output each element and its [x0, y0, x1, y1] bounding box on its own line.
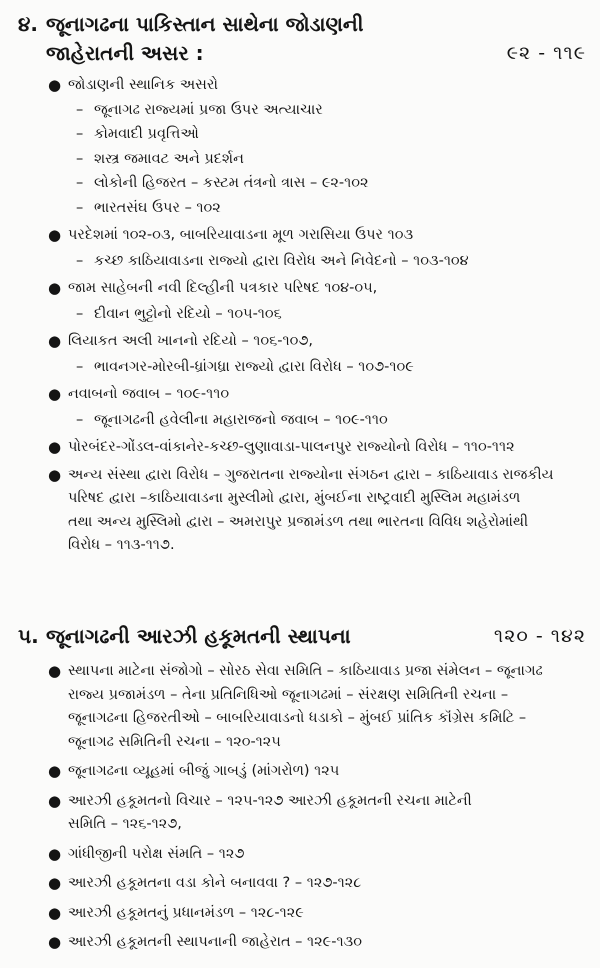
bullet-icon: ● [48, 662, 62, 680]
dash-icon: – [76, 252, 84, 269]
bullet-item [0, 464, 590, 488]
item-text: લોકોની હિજરત – કસ્ટમ તંત્રનો ત્રાસ – ૯૨-૧૦૨ [94, 175, 369, 191]
section-5-list [0, 660, 590, 955]
item-text: જૂનાગઢની હવેલીના મહારાજનો જવાબ – ૧૦૯-૧૧૦ [94, 411, 388, 428]
item-text: જૂનાગઢ રાજ્યમાં પ્રજા ઉપર અત્યાચાર [94, 101, 323, 118]
continuation-line [0, 731, 590, 755]
continuation-line [0, 707, 590, 731]
bullet-icon: ● [48, 791, 62, 810]
bullet-item [0, 872, 590, 896]
section-5-heading [18, 622, 586, 651]
item-text: પોરબંદર-ગોંડલ-વાંકાનેર-કચ્છ-લુણાવાડા-પાલનપુર રાજ્યોનો વિરોધ – ૧૧૦-૧૧૨ [68, 439, 515, 455]
bullet-item [0, 74, 590, 98]
sub-item [0, 303, 590, 327]
bullet-icon: ● [48, 933, 62, 951]
item-text: સ્થાપના માટેના સંજોગો – સોરઠ સેવા સમિતિ – કાઠિયાવાડ પ્રજા સંમેલન – જૂનાગઢ [68, 663, 543, 679]
sub-item [0, 172, 590, 196]
bullet-icon: ● [48, 438, 62, 456]
item-text: ગાંધીજીની પરોક્ષ સંમતિ – ૧૨૭ [68, 845, 245, 862]
bullet-item [0, 277, 590, 301]
bullet-icon: ● [48, 76, 62, 94]
bullet-item [0, 224, 590, 248]
dash-icon: – [76, 411, 84, 428]
item-text: કોમવાદી પ્રવૃત્તિઓ [94, 126, 199, 142]
item-text: જામ સાહેબની નવી દિલ્હીની પત્રકાર પરિષદ ૧૦૪-૦૫, [68, 280, 378, 296]
section-4-number: ૪. [18, 12, 38, 36]
section-5-page-range: ૧૨૦ - ૧૪૨ [493, 625, 586, 647]
bullet-icon: ● [48, 874, 62, 892]
sub-item [0, 99, 590, 123]
item-text: આરઝી હકૂમતનું પ્રધાનમંડળ – ૧૨૮-૧૨૯ [68, 904, 304, 921]
sub-item [0, 123, 590, 147]
bullet-icon: ● [48, 279, 62, 297]
item-text: જૂનાગઢના હિજરતીઓ – બાબરિયાવાડનો ધડાકો – મુંબઈ પ્રાંતિક કૉંગ્રેસ કમિટિ – [68, 710, 527, 726]
dash-icon: – [76, 126, 84, 142]
bullet-item [0, 330, 590, 354]
continuation-line [0, 813, 590, 837]
dash-icon: – [76, 101, 84, 118]
item-text: વિરોધ – ૧૧૩-૧૧૭. [68, 537, 175, 553]
sub-item [0, 148, 590, 172]
sub-item [0, 250, 590, 274]
item-text: શસ્ત્ર જમાવટ અને પ્રદર્શન [94, 150, 244, 167]
continuation-line [0, 684, 590, 708]
item-text: જૂનાગઢ સમિતિની રચના – ૧૨૦-૧૨૫ [68, 733, 281, 750]
continuation-line [0, 534, 590, 558]
item-text: આરઝી હકૂમતના વડા કોને બનાવવા ? – ૧૨૭-૧૨૮ [68, 875, 362, 891]
bullet-icon: ● [48, 903, 62, 922]
bullet-item [0, 660, 590, 684]
bullet-item [0, 931, 590, 955]
section-4-page-range: ૯૨ - ૧૧૯ [506, 42, 586, 64]
bullet-icon: ● [48, 385, 62, 403]
item-text: આરઝી હકૂમતની સ્થાપનાની જાહેરાત – ૧૨૯-૧૩૦ [68, 934, 362, 950]
sub-item [0, 197, 590, 221]
bullet-item [0, 436, 590, 460]
bullet-item [0, 790, 590, 814]
dash-icon: – [76, 358, 84, 375]
section-4-title-line1: જૂનાગઢના પાકિસ્તાન સાથેના જોડાણની [46, 12, 364, 36]
continuation-line [0, 487, 590, 511]
section-4-heading [18, 10, 586, 68]
item-text: લિયાકત અલી ખાનનો રદિયો – ૧૦૬-૧૦૭, [68, 333, 314, 349]
item-text: તથા અન્ય મુસ્લિમો દ્વારા – અમરાપુર પ્રજામંડળ તથા ભારતના વિવિધ શહેરોમાંથી [68, 513, 529, 530]
item-text: પરદેશમાં ૧૦૨-૦૩, બાબરિયાવાડના મૂળ ગરાસિયા ઉપર ૧૦૩ [68, 227, 414, 243]
sub-item [0, 356, 590, 380]
continuation-line [0, 511, 590, 535]
section-4-list [0, 74, 590, 558]
item-text: રાજ્ય પ્રજામંડળ – તેના પ્રતિનિધિઓ જૂનાગઢમાં – સંરક્ષણ સમિતિની રચના – [68, 686, 509, 703]
item-text: ભારતસંઘ ઉપર – ૧૦૨ [94, 199, 221, 216]
dash-icon: – [76, 175, 84, 191]
bullet-icon: ● [48, 844, 62, 863]
item-text: જૂનાગઢના વ્યૂહમાં બીજું ગાબડું (માંગરોળ) ૧૨૫ [68, 763, 340, 779]
item-text: જોડાણની સ્થાનિક અસરો [68, 77, 218, 93]
section-5-number: ૫. [18, 624, 39, 648]
dash-icon: – [76, 305, 84, 322]
item-text: આરઝી હકૂમતનો વિચાર – ૧૨૫-૧૨૭ આરઝી હકૂમતની રચના માટેની [68, 792, 472, 809]
item-text: અન્ય સંસ્થા દ્વારા વિરોધ – ગુજરાતના રાજ્યોના સંગઠન દ્વારા – કાઠિયાવાડ રાજકીય [68, 466, 554, 483]
item-text: કચ્છ કાઠિયાવાડના રાજ્યો દ્વારા વિરોધ અને નિવેદનો – ૧૦૩-૧૦૪ [94, 252, 469, 269]
dash-icon: – [76, 150, 84, 167]
bullet-icon: ● [48, 465, 62, 484]
bullet-item [0, 383, 590, 407]
bullet-icon: ● [48, 762, 62, 780]
section-5-title: જૂનાગઢની આરઝી હકૂમતની સ્થાપના [46, 624, 351, 648]
dash-icon: – [76, 199, 84, 216]
sub-item [0, 409, 590, 433]
section-4-title-line2: જાહેરાતની અસર : [46, 41, 204, 65]
bullet-item [0, 843, 590, 867]
item-text: નવાબનો જવાબ – ૧૦૯-૧૧૦ [68, 386, 230, 402]
bullet-item [0, 760, 590, 784]
bullet-icon: ● [48, 226, 62, 244]
bullet-icon: ● [48, 332, 62, 350]
item-text: દીવાન ભુટ્ટોનો રદિયો – ૧૦૫-૧૦૬ [94, 305, 282, 322]
bullet-item [0, 902, 590, 926]
item-text: ભાવનગર-મોરબી-ધ્રાંગધ્રા રાજ્યો દ્વારા વિરોધ – ૧૦૭-૧૦૯ [94, 358, 414, 375]
item-text: સમિતિ – ૧૨૬-૧૨૭, [68, 816, 182, 832]
item-text: પરિષદ દ્વારા –કાઠિયાવાડના મુસ્લીમો દ્વારા, મુંબઈના રાષ્ટ્રવાદી મુસ્લિમ મહામંડળ [68, 490, 521, 506]
